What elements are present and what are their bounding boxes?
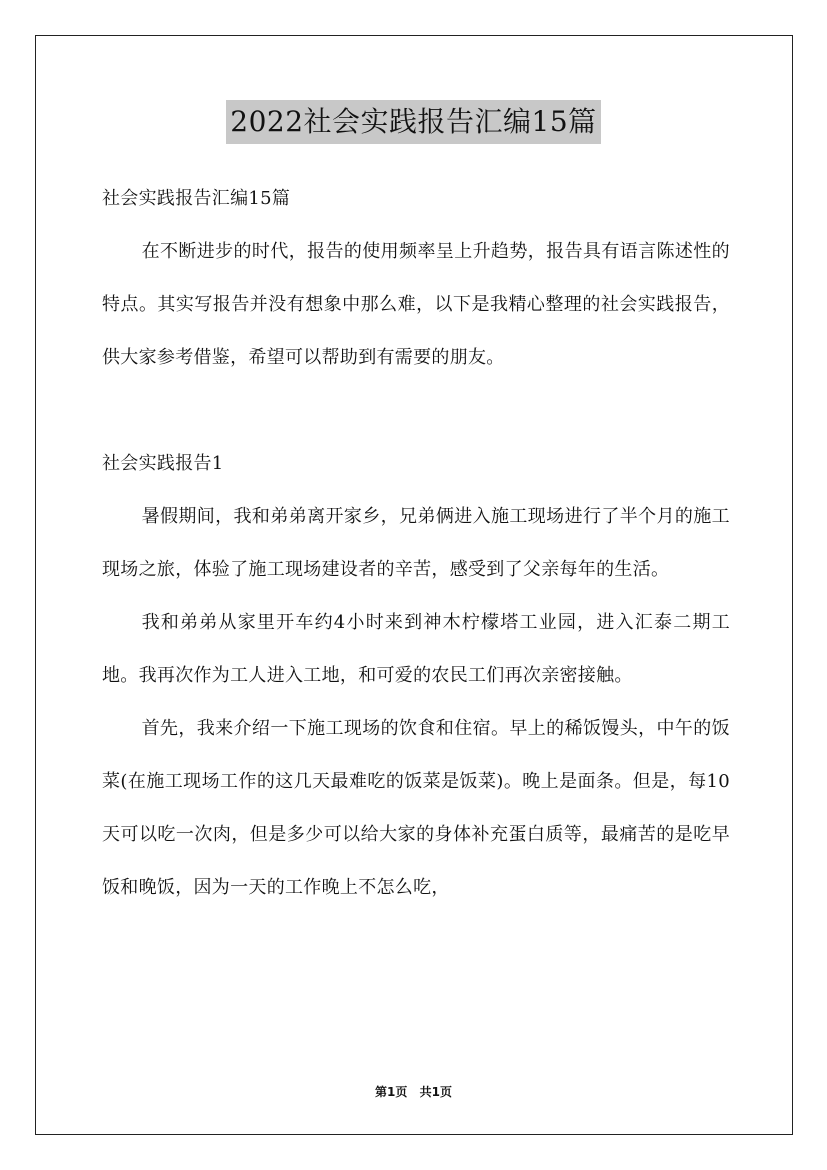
document-title: 2022社会实践报告汇编15篇 [226,100,600,144]
document-subtitle: 社会实践报告汇编15篇 [102,188,291,209]
body-paragraph: 首先，我来介绍一下施工现场的饮食和住宿。早上的稀饭馒头，中午的饭菜(在施工现场工作的这几天最难吃的饭菜是饭菜)。晚上是面条。但是，每10天可以吃一次肉，但是多少可以给大家的身体补充蛋白质等，最痛苦的是吃早饭和晚饭，因为一天的工作晚上不怎么吃， [102,718,730,898]
body-paragraph: 我和弟弟从家里开车约4小时来到神木柠檬塔工业园，进入汇泰二期工地。我再次作为工人进入工地，和可爱的农民工们再次亲密接触。 [102,612,730,686]
document-body [102,172,730,914]
section-spacer [102,384,730,437]
title-container [0,100,827,144]
section-heading: 社会实践报告1 [102,453,224,474]
intro-paragraph: 在不断进步的时代，报告的使用频率呈上升趋势，报告具有语言陈述性的特点。其实写报告并没有想象中那么难，以下是我精心整理的社会实践报告，供大家参考借鉴，希望可以帮助到有需要的朋友。 [102,241,730,368]
body-paragraph: 暑假期间，我和弟弟离开家乡，兄弟俩进入施工现场进行了半个月的施工现场之旅，体验了施工现场建设者的辛苦，感受到了父亲每年的生活。 [102,506,730,580]
page-total: 共1页 [419,1085,452,1099]
page-footer [0,1084,827,1100]
page-number: 第1页 [375,1085,408,1099]
